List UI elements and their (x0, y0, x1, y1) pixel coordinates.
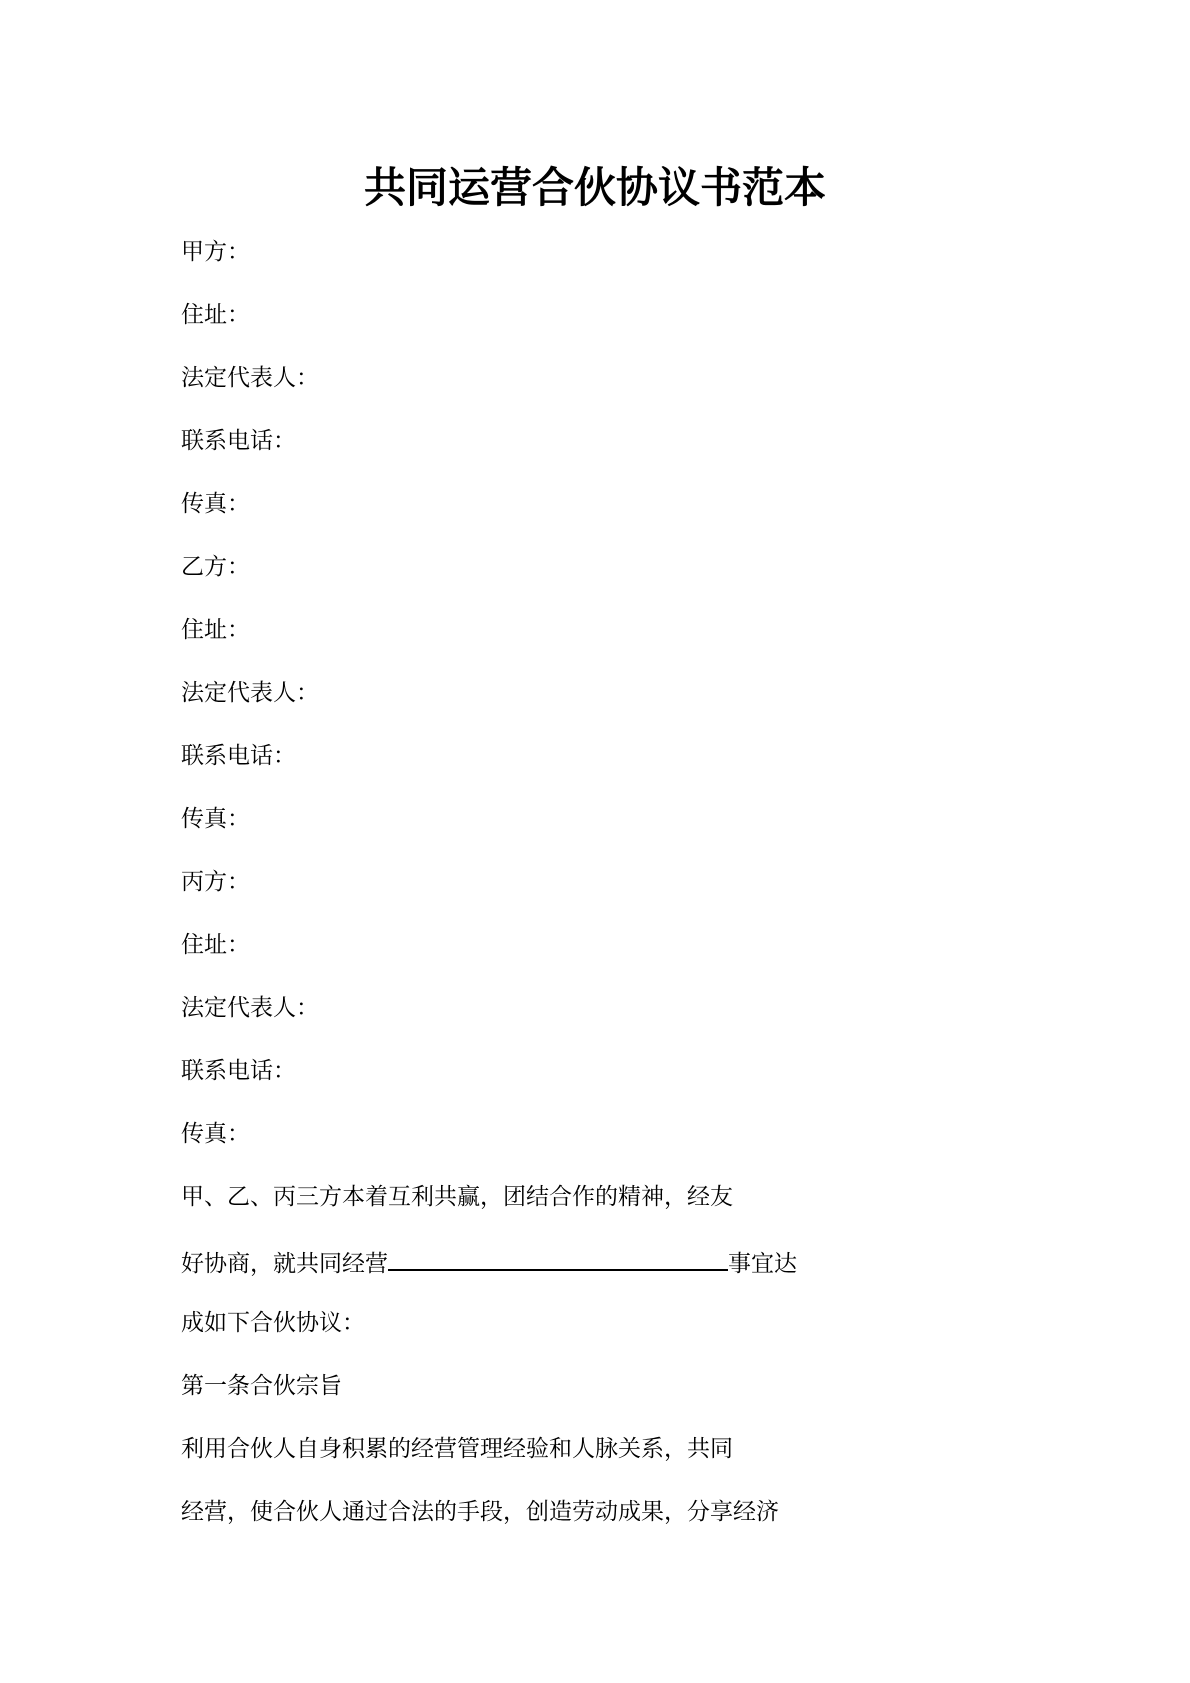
party-c-address: 住址： (181, 932, 250, 958)
party-b-address: 住址： (181, 617, 250, 643)
party-a-label: 甲方： (181, 239, 250, 265)
preamble-text-after-blank: 事宜达 (728, 1251, 797, 1277)
fill-in-blank (388, 1245, 728, 1271)
party-a-legal-representative: 法定代表人： (181, 365, 319, 391)
article-1-line-2: 经营，使合伙人通过合法的手段，创造劳动成果，分享经济 (181, 1499, 779, 1525)
preamble-line-1: 甲、乙、丙三方本着互利共赢，团结合作的精神，经友 (181, 1184, 733, 1210)
party-b-phone: 联系电话： (181, 743, 296, 769)
article-1-heading: 第一条合伙宗旨 (181, 1373, 342, 1399)
preamble-line-3: 成如下合伙协议： (181, 1310, 365, 1336)
party-a-fax: 传真： (181, 491, 250, 517)
party-b-label: 乙方： (181, 554, 250, 580)
party-c-label: 丙方： (181, 869, 250, 895)
party-c-legal-representative: 法定代表人： (181, 995, 319, 1021)
party-c-fax: 传真： (181, 1121, 250, 1147)
preamble-line-2 (181, 1245, 797, 1279)
party-b-legal-representative: 法定代表人： (181, 680, 319, 706)
party-b-fax: 传真： (181, 806, 250, 832)
party-a-phone: 联系电话： (181, 428, 296, 454)
document-title: 共同运营合伙协议书范本 (363, 163, 826, 212)
party-c-phone: 联系电话： (181, 1058, 296, 1084)
article-1-line-1: 利用合伙人自身积累的经营管理经验和人脉关系，共同 (181, 1436, 733, 1462)
party-a-address: 住址： (181, 302, 250, 328)
preamble-text-before-blank: 好协商，就共同经营 (181, 1251, 388, 1277)
